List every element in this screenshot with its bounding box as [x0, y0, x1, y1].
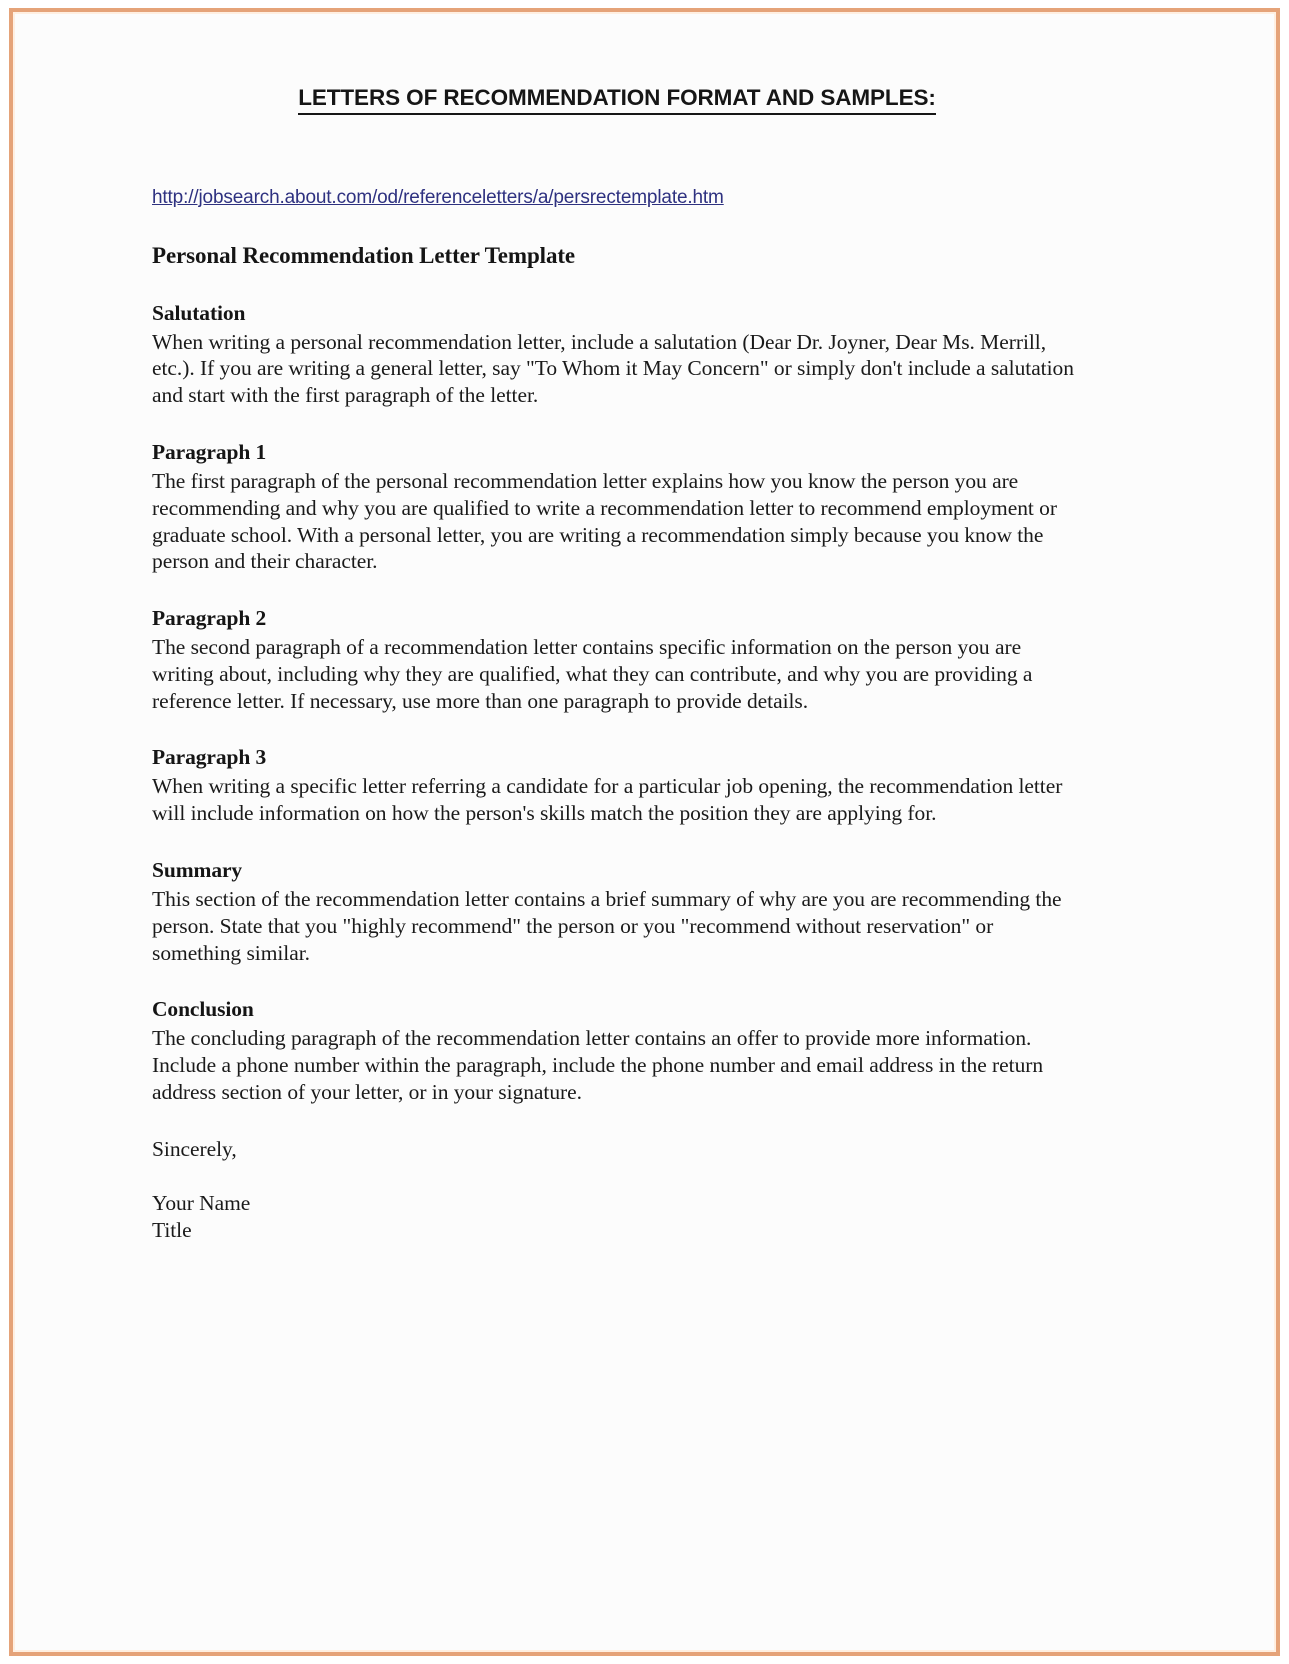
section-summary	[152, 857, 1082, 966]
section-heading-salutation: Salutation	[152, 300, 246, 325]
closing-block	[152, 1136, 1082, 1163]
section-paragraph-2	[152, 605, 1082, 714]
section-salutation	[152, 300, 1082, 409]
section-heading-paragraph-3: Paragraph 3	[152, 745, 267, 770]
page-border-frame	[9, 8, 1280, 1656]
source-url-line	[152, 187, 1082, 210]
document-subtitle: Personal Recommendation Letter Template	[152, 242, 576, 268]
title-spacer	[152, 115, 1082, 187]
section-heading-paragraph-2: Paragraph 2	[152, 606, 267, 631]
section-paragraph-3	[152, 744, 1082, 827]
section-paragraph-1	[152, 439, 1082, 575]
closing-salutation: Sincerely,	[152, 1136, 237, 1161]
section-heading-conclusion: Conclusion	[152, 997, 254, 1022]
document-page	[13, 12, 1276, 1652]
document-content	[152, 84, 1082, 1244]
page-title-text: LETTERS OF RECOMMENDATION FORMAT AND SAMPLES:	[298, 84, 936, 115]
section-body-paragraph-3: When writing a specific letter referring a candidate for a particular job opening, the recommendation letter will include information on how the person's skills match the position they are applying for.	[152, 774, 1063, 826]
signature-block	[152, 1190, 1082, 1244]
section-heading-paragraph-1: Paragraph 1	[152, 440, 267, 464]
signature-title: Title	[152, 1218, 192, 1243]
section-body-paragraph-1: The first paragraph of the personal recommendation letter explains how you know the person you are recommending and why you are qualified to write a recommendation letter to recommend employment or graduate school. With a personal letter, you are writing a recommendation simply because you know the person and their character.	[152, 468, 1057, 574]
section-body-paragraph-2: The second paragraph of a recommendation letter contains specific information on the person you are writing about, including why they are qualified, what they can contribute, and why you are providing a reference letter. If necessary, use more than one paragraph to provide details.	[152, 635, 1033, 713]
section-body-salutation: When writing a personal recommendation letter, include a salutation (Dear Dr. Joyner, Dear Ms. Merrill, etc.). If you are writing a general letter, say "To Whom it May Concern" or simply don't include a salutation and start with the first paragraph of the letter.	[152, 329, 1074, 408]
section-body-conclusion: The concluding paragraph of the recommendation letter contains an offer to provide more information. Include a phone number within the paragraph, include the phone number and email address in the return address section of your letter, or in your signature.	[152, 1026, 1044, 1104]
signature-name: Your Name	[152, 1191, 251, 1216]
section-conclusion	[152, 996, 1082, 1105]
section-body-summary: This section of the recommendation letter contains a brief summary of why are you are recommending the person. State that you "highly recommend" the person or you "recommend without reservation" or something similar.	[152, 886, 1062, 965]
section-heading-summary: Summary	[152, 857, 243, 882]
url-spacer	[152, 210, 1082, 242]
source-url-link[interactable]: http://jobsearch.about.com/od/referenceletters/a/persrectemplate.htm	[152, 187, 724, 209]
page-title	[152, 84, 1082, 115]
